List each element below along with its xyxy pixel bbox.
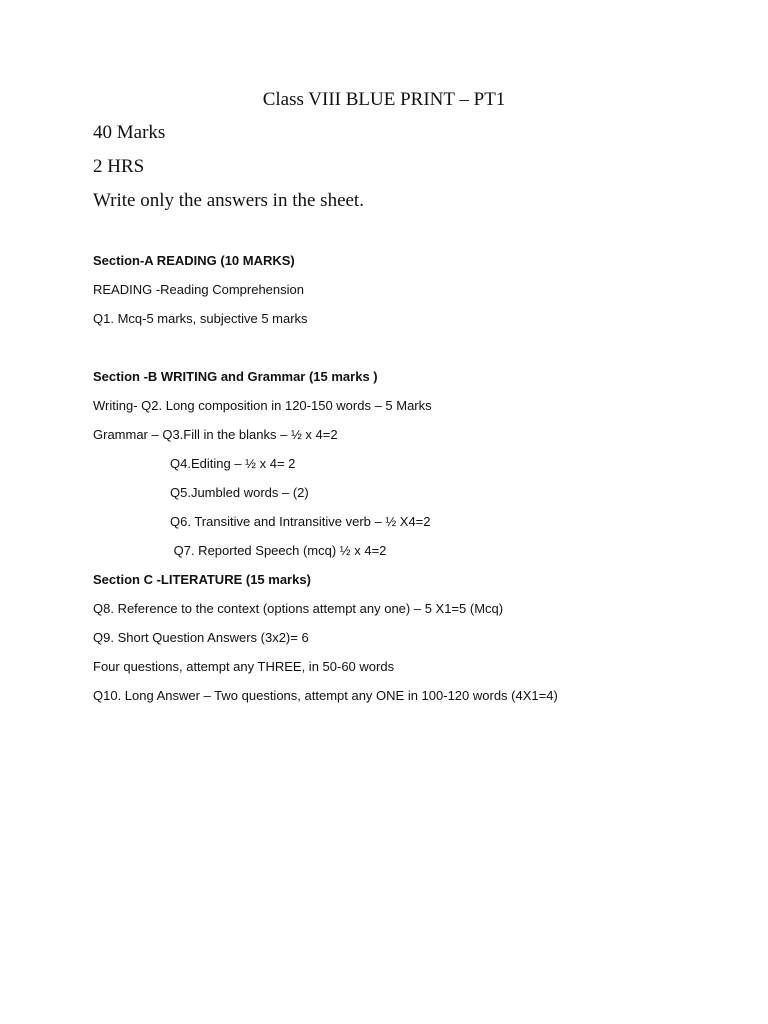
section-a-heading: Section-A READING (10 MARKS) [93, 253, 295, 268]
total-marks: 40 Marks [93, 122, 166, 143]
section-c-line: Q8. Reference to the context (options attempt any one) – 5 X1=5 (Mcq) [93, 601, 504, 616]
grammar-sub-item: Q4.Editing – ½ x 4= 2 [170, 456, 296, 471]
section-c-heading: Section C -LITERATURE (15 marks) [93, 572, 311, 587]
section-c-line: Q10. Long Answer – Two questions, attempt any ONE in 100-120 words (4X1=4) [93, 688, 558, 703]
section-b-grammar: Grammar – Q3.Fill in the blanks – ½ x 4=2 [93, 427, 338, 442]
grammar-sub-item: Q6. Transitive and Intransitive verb – ½ X4=2 [170, 514, 431, 529]
section-b-heading: Section -B WRITING and Grammar (15 marks ) [93, 369, 378, 384]
instruction: Write only the answers in the sheet. [93, 190, 364, 211]
duration: 2 HRS [93, 156, 145, 177]
grammar-sub-item: Q7. Reported Speech (mcq) ½ x 4=2 [170, 543, 387, 558]
section-c-line: Four questions, attempt any THREE, in 50-60 words [93, 659, 395, 674]
section-a-line: Q1. Mcq-5 marks, subjective 5 marks [93, 311, 308, 326]
section-b-writing: Writing- Q2. Long composition in 120-150 words – 5 Marks [93, 398, 432, 413]
page-title: Class VIII BLUE PRINT – PT1 [262, 89, 506, 110]
section-a-line: READING -Reading Comprehension [93, 282, 304, 297]
grammar-sub-item: Q5.Jumbled words – (2) [170, 485, 309, 500]
section-c-line: Q9. Short Question Answers (3x2)= 6 [93, 630, 309, 645]
